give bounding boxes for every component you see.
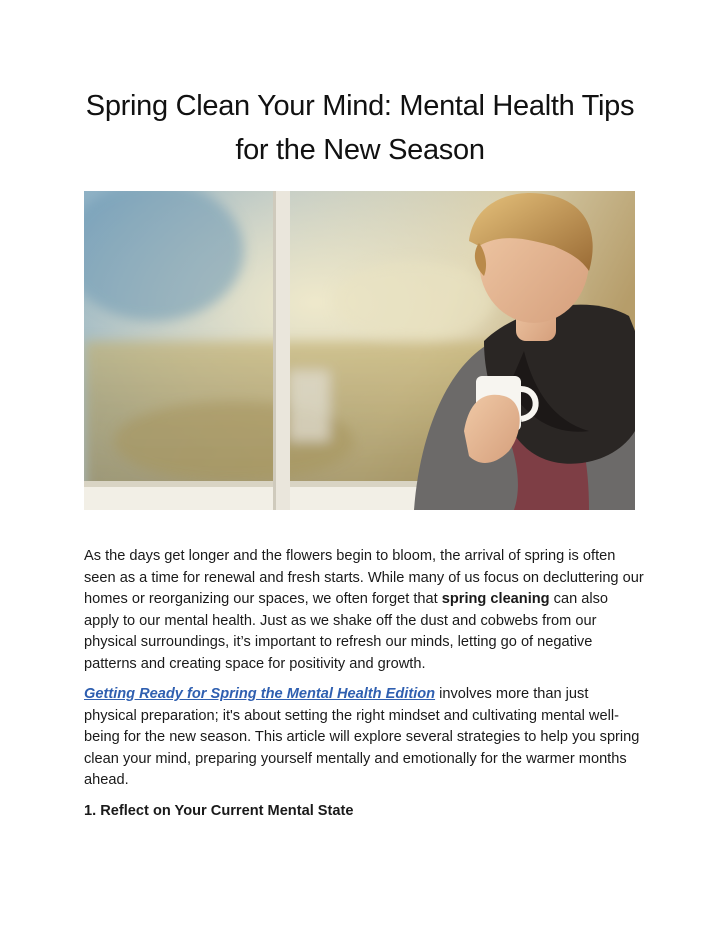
second-paragraph-text: involves more than just physical preparation; it's about setting the right mindset and cultivating mental well-being for the new season. This article will explore several strategies to help you spring clean your mind, preparing yourself mentally and emotionally for the warmer months ahead. xyxy=(84,686,640,788)
intro-text-part1: As the days get longer and the flowers begin to bloom, the arrival of spring is often seen as a time for renewal and fresh starts. While many of us focus on decluttering our homes or reorganizing our spaces, we often forget that xyxy=(84,548,644,607)
second-paragraph xyxy=(84,684,644,792)
intro-text-part2: can also apply to our mental health. Just as we shake off the dust and cobwebs from our physical surroundings, it’s important to refresh our minds, letting go of negative patterns and creating space for positivity and growth. xyxy=(84,591,609,672)
article-body xyxy=(84,546,644,831)
title-line-2: for the New Season xyxy=(235,134,485,166)
section-heading: 1. Reflect on Your Current Mental State xyxy=(84,802,354,819)
spring-cleaning-emphasis: spring cleaning xyxy=(441,591,550,607)
intro-paragraph xyxy=(84,546,644,675)
article-title xyxy=(60,84,660,172)
hero-image xyxy=(84,191,635,510)
title-line-1: Spring Clean Your Mind: Mental Health Tips xyxy=(85,90,635,122)
mental-health-edition-link[interactable]: Getting Ready for Spring the Mental Health Edition xyxy=(84,686,436,702)
